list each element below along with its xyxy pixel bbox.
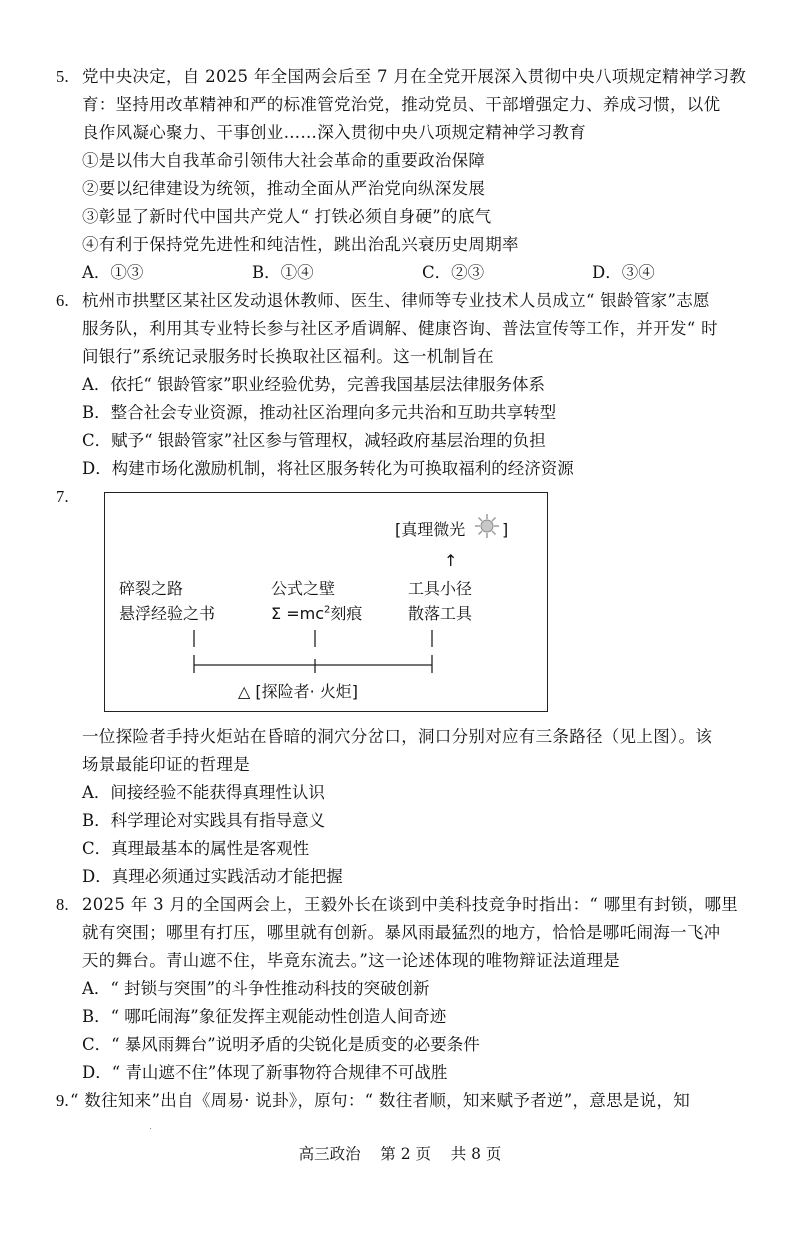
formula-suffix: 刻痕	[330, 604, 363, 623]
statement-2: ②要以纪律建设为统领，推动全面从严治党向纵深发展	[82, 179, 486, 198]
truth-glimmer-close: ]	[502, 520, 509, 539]
path-1-title: 碎裂之路	[119, 579, 184, 598]
option-b: B．①④	[252, 263, 314, 282]
option-d: D．“ 青山遮不住”体现了新事物符合规律不可战胜	[82, 1063, 448, 1082]
question-number: 7.	[56, 487, 69, 506]
option-a: A．①③	[82, 263, 144, 282]
option-d: D．真理必须通过实践活动才能把握	[82, 867, 343, 886]
question-number: 9.	[56, 1091, 69, 1110]
scan-speck	[150, 1128, 151, 1129]
question-text-line: 党中央决定，自 2025 年全国两会后至 7 月在全党开展深入贯彻中央八项规定精神学习教	[82, 67, 747, 86]
path-3-subtitle: 散落工具	[408, 604, 473, 623]
option-c: C．真理最基本的属性是客观性	[82, 839, 310, 858]
option-d: D．③④	[592, 263, 655, 282]
question-text-line: 场景最能印证的哲理是	[82, 755, 250, 774]
path-3-title: 工具小径	[408, 579, 473, 598]
option-c: C．赋予“ 银龄管家”社区参与管理权，减轻政府基层治理的负担	[82, 431, 546, 450]
option-c: C．“ 暴风雨舞台”说明矛盾的尖锐化是质变的必要条件	[82, 1035, 480, 1054]
question-text-line: 良作风凝心聚力、干事创业……深入贯彻中央八项规定精神学习教育	[82, 123, 586, 142]
statement-1: ①是以伟大自我革命引领伟大社会革命的重要政治保障	[82, 151, 486, 170]
truth-glimmer-label: [真理微光	[395, 520, 466, 539]
option-d: D．构建市场化激励机制，将社区服务转化为可换取福利的经济资源	[82, 459, 574, 478]
path-1-subtitle: 悬浮经验之书	[119, 604, 216, 623]
statement-4: ④有利于保持党先进性和纯洁性，跳出治乱兴衰历史周期率	[82, 235, 519, 254]
question-text-line: 杭州市拱墅区某社区发动退休教师、医生、律师等专业技术人员成立“ 银龄管家”志愿	[82, 291, 710, 310]
option-b: B．整合社会专业资源，推动社区治理向多元共治和互助共享转型	[82, 403, 557, 422]
path-branches-graphic	[105, 493, 549, 713]
question-number: 6.	[56, 291, 69, 310]
option-b: B．“ 哪吒闹海”象征发挥主观能动性创造人间奇迹	[82, 1007, 447, 1026]
question-text-line: 2025 年 3 月的全国两会上，王毅外长在谈到中美科技竞争时指出：“ 哪里有封锁，哪里	[82, 895, 739, 914]
question-number: 8.	[56, 895, 69, 914]
formula-text: Σ =mc	[271, 604, 324, 623]
question-text-line: “ 数往知来”出自《周易· 说卦》，原句：“ 数往者顺，知来赋予者逆”，意思是说，知	[70, 1091, 691, 1110]
question-text-line: 一位探险者手持火炬站在昏暗的洞穴分岔口，洞口分别对应有三条路径（见上图）。该	[82, 727, 713, 746]
option-c: C．②③	[422, 263, 485, 282]
question-text-line: 服务队，利用其专业特长参与社区矛盾调解、健康咨询、普法宣传等工作，并开发“ 时	[82, 319, 718, 338]
question-number: 5.	[56, 67, 69, 86]
option-b: B．科学理论对实践具有指导意义	[82, 811, 326, 830]
cave-paths-diagram	[104, 492, 548, 712]
question-text-line: 就有突围；哪里有打压，哪里就有创新。暴风雨最猛烈的地方，恰恰是哪吒闹海一飞冲	[82, 923, 721, 942]
path-2-title: 公式之壁	[271, 579, 336, 598]
question-text-line: 育：坚持用改革精神和严的标准管党治党，推动党员、干部增强定力、养成习惯，以优	[82, 95, 721, 114]
option-a: A．间接经验不能获得真理性认识	[82, 783, 325, 802]
option-a: A．依托“ 银龄管家”职业经验优势，完善我国基层法律服务体系	[82, 375, 546, 394]
statement-3: ③彰显了新时代中国共产党人“ 打铁必须自身硬”的底气	[82, 207, 492, 226]
explorer-torch-label: △ [探险者· 火炬]	[238, 682, 359, 701]
question-text-line: 间银行”系统记录服务时长换取社区福利。这一机制旨在	[82, 347, 494, 366]
question-text-line: 天的舞台。青山遮不住，毕竟东流去。”这一论述体现的唯物辩证法道理是	[82, 951, 621, 970]
page-footer: 高三政治 第 2 页 共 8 页	[298, 1145, 502, 1163]
up-arrow-icon: ↑	[444, 551, 458, 570]
formula-exponent: 2	[323, 604, 331, 616]
option-a: A．“ 封锁与突围”的斗争性推动科技的突破创新	[82, 979, 430, 998]
